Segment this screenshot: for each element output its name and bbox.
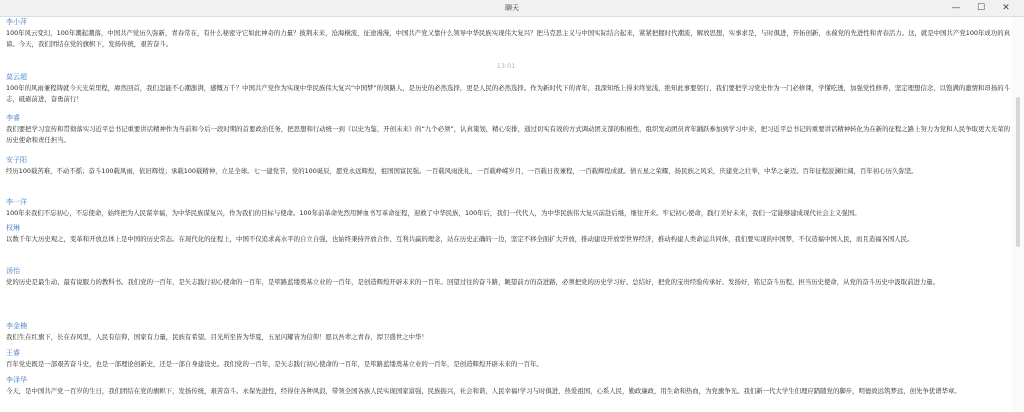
message-text: 我们生在红旗下，长在春风里，人民有信仰，国家有力量，民族有希望。目光所至皆为华夏，五星闪耀皆为信仰！愿以吾辈之青春，捍卫盛世之中华！	[6, 333, 428, 341]
message-sender[interactable]: 王睿	[6, 349, 20, 357]
message-text: 100年风云变幻，100年潮起潮落，中国共产党历久弥新，青春常在，有什么秘密守它如此神奇的力量？披荆未来，沧海横流，征途漫漫，中国共产党又靠什么领导中华民族实现伟大复兴？把马克思主义与中国实际结合起来，紧紧把握时代潮流，解放思想，实事求是，与时俱进，开拓创新，永葆党的先进性和青春活力。这，就是中国共产党100年成功的真谛。今天，我们团结在党的旗帜下，发扬传统，艰苦奋斗。	[6, 29, 1010, 48]
scrollbar-thumb[interactable]	[1016, 97, 1020, 247]
message-sender[interactable]: 汤怡	[6, 267, 20, 275]
message-sender[interactable]: 李金楠	[6, 322, 27, 330]
message-sender[interactable]: 权琳	[6, 224, 20, 232]
close-icon[interactable]: ✕	[1002, 3, 1010, 13]
window-title: 聊天	[505, 4, 519, 12]
message-item	[6, 17, 1010, 49]
message-item	[6, 113, 1010, 145]
message-item	[6, 348, 1010, 370]
message-item	[6, 321, 1010, 343]
message-sender[interactable]: 李小萍	[6, 18, 27, 26]
window-titlebar	[0, 0, 1024, 17]
vertical-scrollbar[interactable]	[1012, 17, 1024, 412]
message-text: 100年的风雨兼程铸就今天光荣里程，赓然回首，我们怎能不心潮澎湃，感慨万千？中国共产党作为实现中华民族伟大复兴“中国梦”的领路人，是历史的必然选择，更是人民的必然选择。作为新时代下的青年，我深知纸上得来终觉浅，绝知此事要躬行，我们要把学习党史作为一门必修课，学懂吃透，加强党性修养，坚定理想信念，以饱满的激情和昂扬的斗志，砥砺前进，奋勇前行！	[6, 84, 1010, 103]
message-sender[interactable]: 安子阳	[6, 156, 27, 164]
message-item	[6, 223, 1010, 245]
message-item	[6, 72, 1010, 104]
message-text: 今天，是中国共产党一百岁的生日，我们团结在党的旗帜下，发扬传统，艰苦奋斗。永保先进性，经得住各种风浪，带领全国各族人民实现国家富强，民族振兴，社会和谐，人民幸福!学习与时俱进，热爱祖国，心系人民，勤政廉政，用生命和热血，为党旗争光。我们新一代大学生们理应踏随党的脚步，明德致远筑梦远，创先争优谱华章。	[6, 387, 961, 395]
message-text: 我们要把学习宣传和贯彻落实习近平总书记重要讲话精神作为当前和今后一段时期的首要政治任务，把思想和行动统一到《以史为鉴，开创未来》的“九个必须”，认真策划，精心安排，通过切实有效的方式调动团支部的积极性，组织发动团员青年踊跃参加到学习中来，把习近平总书记的重要讲话精神转化为在新的征程之路上努力为党和人民争取更大光荣的历史使命和责任担当。	[6, 125, 1010, 144]
message-sender[interactable]: 李泽华	[6, 376, 27, 384]
chat-message-list[interactable]	[0, 17, 1012, 412]
message-item	[6, 375, 1010, 397]
message-item	[6, 266, 1010, 288]
message-text: 百年党史既是一部艰苦奋斗史，也是一部理论创新史，还是一部自身建设史。我们党的一百年，是矢志践行初心使命的一百年，是筚路蓝缕奠基立业的一百年，是创造辉煌开辟未来的一百年。	[6, 360, 543, 368]
message-item	[6, 155, 1010, 177]
minimize-icon[interactable]: —	[951, 3, 961, 13]
message-text: 经历100载苦难，不动不摇；奋斗100载风雨，依旧辉煌；承载100载精神，立足全球。七一建党节，党的100诞辰，愿党永远辉煌，祖国国富民强。一百载风雨洗礼，一百载峥嵘岁月，一百载日夜兼程，一百载辉煌成就。倩五星之荣耀，扬民族之风采，庆建党之壮举，中华之豪迈。百年征程波澜壮阔，百年初心历久弥坚。	[6, 167, 918, 175]
message-sender[interactable]: 李睿	[6, 114, 20, 122]
message-text: 党的历史是最生动、最有说服力的教科书。我们党的一百年，是矢志践行初心使命的一百年，是筚路蓝缕奠基立业的一百年，是创造辉煌开辟未来的一百年。回望过往的奋斗路，眺望前方的奋进路，必须把党的历史学习好、总结好，把党的宝贵经验传承好、发扬好，铭记奋斗历程，担当历史使命，从党的奋斗历史中汲取前进力量。	[6, 278, 940, 286]
message-sender[interactable]: 李一洋	[6, 198, 27, 206]
message-timestamp: 13:01	[496, 62, 516, 70]
message-text: 100年来我们不忘初心，不忘使命，始终把为人民谋幸福，为中华民族谋复兴，作为我们的目标与使命。100年前革命先烈用鲜血书写革命征程，迎救了中华民族，100年后，我们一代代人，为中华民族伟大复兴前赴后继，继往开来。牢记初心使命，践行美好未来，我们一定能够建成现代社会主义强国。	[6, 209, 861, 217]
maximize-icon[interactable]: ☐	[976, 3, 986, 13]
message-sender[interactable]: 莫云超	[6, 73, 27, 81]
message-text: 以数千年大历史观之，变革和开放总体上是中国的历史常态。在现代化的征程上，中国不仅追求高水平的自立自强，也始终秉持开放合作、互利共赢的理念，站在历史正确的一边，坚定不移全面扩大开放，推动建设开放型世界经济，推动构建人类命运共同体，我们要实现的中国梦，不仅造福中国人民，而且造福各国人民。	[6, 235, 914, 243]
message-item	[6, 197, 1010, 219]
